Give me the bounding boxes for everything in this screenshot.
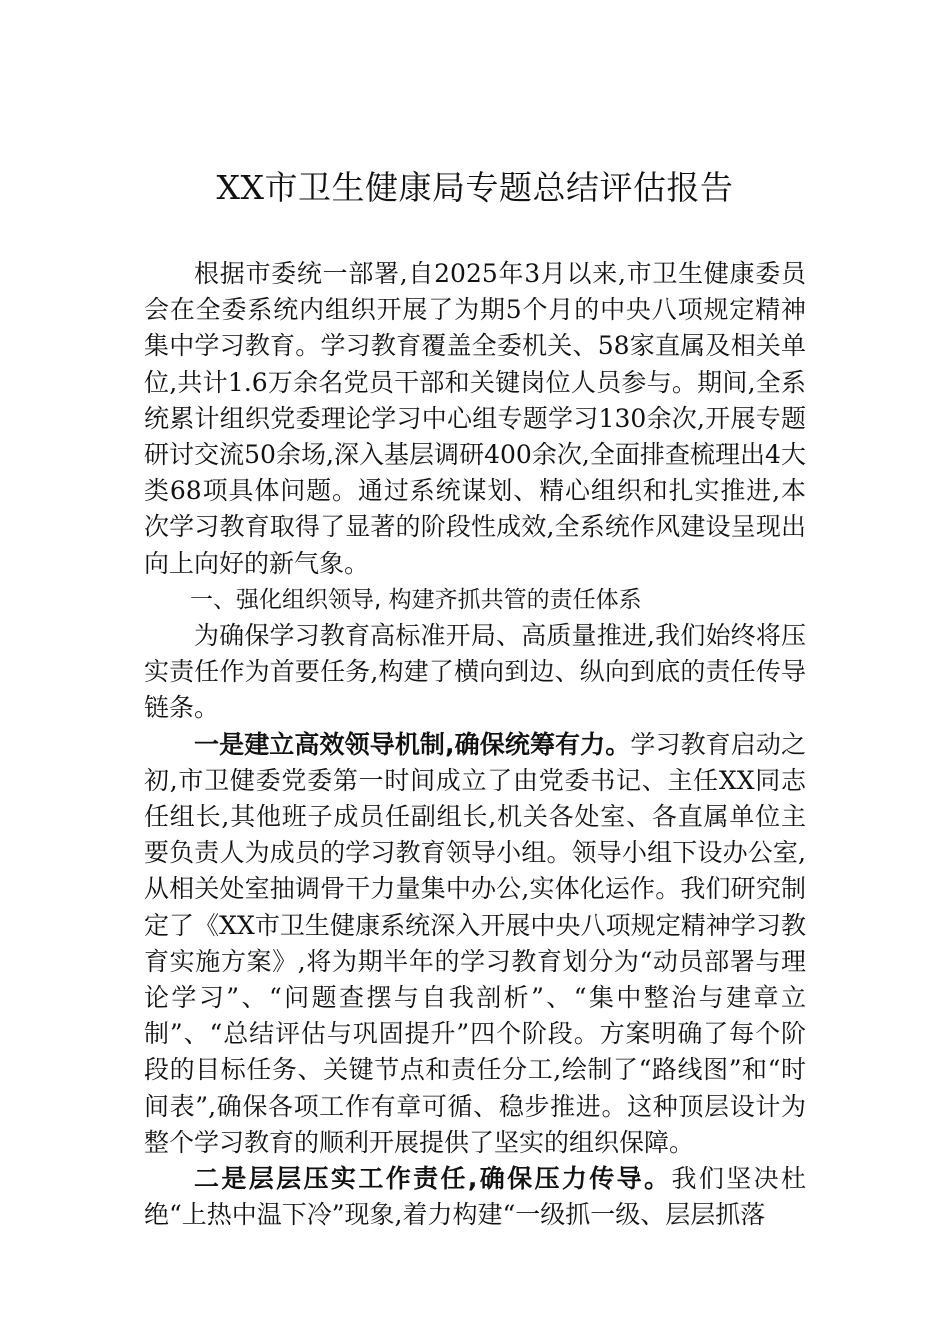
paragraph-intro-text: 根据市委统一部署,自2025年3月以来,市卫生健康委员会在全委系统内组织开展了为期5个月的中央八项规定精神集中学习教育。学习教育覆盖全委机关、58家直属及相关单位,共计1.6万余名党员干部和关键岗位人员参与。期间,全系统累计组织党委理论学习中心组专题学习130余次,开展专题研讨交流50余场,深入基层调研400余次,全面排查梳理出4大类68项具体问题。通过系统谋划、精心组织和扎实推进,本次学习教育取得了显著的阶段性成效,全系统作风建设呈现出向上向好的新气象。 <box>144 259 806 578</box>
paragraph-section-intro <box>144 618 806 727</box>
paragraph-section-intro-text: 为确保学习教育高标准开局、高质量推进,我们始终将压实责任作为首要任务,构建了横向到边、纵向到底的责任传导链条。 <box>144 621 806 723</box>
paragraph-intro <box>144 256 806 582</box>
point-2-lead: 二是层层压实工作责任,确保压力传导。 <box>194 1164 672 1194</box>
paragraph-point-2 <box>144 1161 806 1233</box>
point-2-text: 我们坚决杜绝“上热中温下冷”现象,着力构建“一级抓一级、层层抓落 <box>144 1164 806 1230</box>
section-heading-1-text: 一、强化组织领导, 构建齐抓共管的责任体系 <box>190 586 642 613</box>
point-1-lead: 一是建立高效领导机制,确保统筹有力。 <box>194 729 631 759</box>
document-title: XX市卫生健康局专题总结评估报告 <box>216 168 734 207</box>
document-body <box>144 256 806 1233</box>
paragraph-point-1 <box>144 727 806 1161</box>
point-1-text: 学习教育启动之初,市卫健委党委第一时间成立了由党委书记、主任XX同志任组长,其他班子成员任副组长,机关各处室、各直属单位主要负责人为成员的学习教育领导小组。领导小组下设办公室,从相关处室抽调骨干力量集中办公,实体化运作。我们研究制定了《XX市卫生健康系统深入开展中央八项规定精神学习教育实施方案》,将为期半年的学习教育划分为“动员部署与理论学习”、“问题查摆与自我剖析”、“集中整治与建章立制”、“总结评估与巩固提升”四个阶段。方案明确了每个阶段的目标任务、关键节点和责任分工,绘制了“路线图”和“时间表”,确保各项工作有章可循、稳步推进。这种顶层设计为整个学习教育的顺利开展提供了坚实的组织保障。 <box>144 729 806 1157</box>
section-heading-1 <box>144 582 806 618</box>
